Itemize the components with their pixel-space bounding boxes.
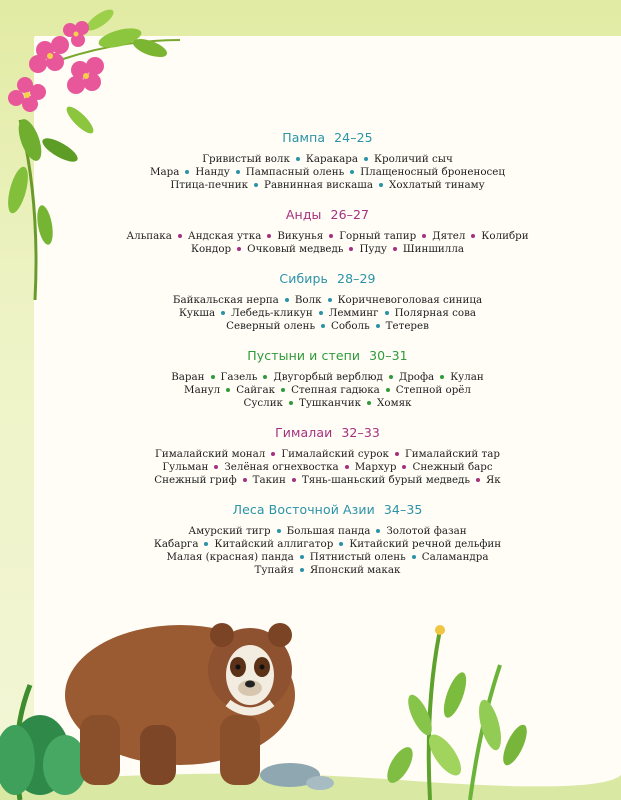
animal-line [34,243,621,256]
section-title: Пампа [282,130,326,145]
bullet-dot [385,311,389,315]
bullet-dot [476,478,480,482]
animal-line [34,294,621,307]
animal-name: Андская утка [187,230,262,242]
contents-section [34,130,621,192]
section-heading[interactable] [34,130,621,145]
bullet-dot [300,568,304,572]
section-title: Леса Восточной Азии [232,502,375,517]
animal-line [34,307,621,320]
animal-name: Гривистый волк [202,153,290,165]
animal-name: Лебедь-кликун [231,307,313,319]
animal-name: Кабарга [153,538,199,550]
animal-name: Альпака [126,230,172,242]
bullet-dot [277,529,281,533]
animal-name: Колибри [481,230,529,242]
animal-name: Горный тапир [339,230,417,242]
section-pages: 28–29 [337,271,376,286]
bullet-dot [339,542,343,546]
animal-line [34,448,621,461]
animal-name: Хохлатый тинаму [388,179,485,191]
animal-name: Сайгак [236,384,276,396]
animal-name: Шиншилла [402,243,465,255]
animal-name: Гималайский монал [155,448,266,460]
animal-name: Каракара [305,153,359,165]
bullet-dot [402,465,406,469]
bullet-dot [292,478,296,482]
animal-name: Як [485,474,501,486]
animal-name: Мархур [354,461,397,473]
section-heading[interactable] [34,425,621,440]
bullet-dot [226,388,230,392]
animal-name: Волк [294,294,322,306]
animal-name: Коричневоголовая синица [337,294,483,306]
bullet-dot [185,170,189,174]
bullet-dot [471,234,475,238]
animal-line [34,153,621,166]
animal-name: Кулан [450,371,484,383]
section-title: Сибирь [279,271,329,286]
animal-name: Плащеносный броненосец [360,166,506,178]
section-title: Пустыни и степи [247,348,361,363]
animal-name: Нанду [195,166,230,178]
contents-section [34,207,621,256]
bullet-dot [221,311,225,315]
animal-line [34,474,621,487]
contents-list [34,130,621,592]
animal-name: Малая (красная) панда [166,551,294,563]
animal-name: Китайский аллигатор [214,538,334,550]
animal-name: Снежный гриф [154,474,237,486]
animal-name: Гималайский сурок [281,448,389,460]
section-title: Анды [285,207,322,222]
animal-name: Степной орёл [395,384,471,396]
animal-name: Байкальская нерпа [172,294,279,306]
animal-name: Пуду [359,243,387,255]
animal-line [34,397,621,410]
contents-section [34,425,621,487]
bullet-dot [440,375,444,379]
bullet-dot [395,452,399,456]
animal-line [34,230,621,243]
animal-name: Викунья [277,230,324,242]
animal-line [34,551,621,564]
bullet-dot [263,375,267,379]
bullet-dot [271,452,275,456]
animal-line [34,384,621,397]
section-heading[interactable] [34,502,621,517]
animal-line [34,179,621,192]
bullet-dot [214,465,218,469]
section-pages: 30–31 [369,348,408,363]
animal-name: Зелёная огнехвостка [224,461,339,473]
bullet-dot [204,542,208,546]
contents-section [34,502,621,577]
animal-line [34,525,621,538]
animal-line [34,166,621,179]
contents-section [34,348,621,410]
bullet-dot [345,465,349,469]
section-pages: 34–35 [383,502,423,517]
animal-name: Манул [184,384,221,396]
bullet-dot [319,311,323,315]
bullet-dot [376,324,380,328]
animal-line [34,564,621,577]
bullet-dot [329,234,333,238]
animal-name: Полярная сова [394,307,477,319]
animal-name: Кондор [190,243,232,255]
animal-name: Суслик [243,397,283,409]
animal-name: Двугорбый верблюд [273,371,383,383]
bullet-dot [267,234,271,238]
animal-name: Китайский речной дельфин [349,538,502,550]
bullet-dot [254,183,258,187]
section-heading[interactable] [34,271,621,286]
animal-name: Очковый медведь [247,243,344,255]
bullet-dot [243,478,247,482]
animal-name: Степная гадюка [291,384,380,396]
section-heading[interactable] [34,348,621,363]
animal-name: Дрофа [398,371,435,383]
section-title: Гималаи [275,425,333,440]
bullet-dot [350,170,354,174]
bullet-dot [376,529,380,533]
animal-name: Такин [252,474,286,486]
animal-name: Японский макак [309,564,401,576]
section-pages: 32–33 [341,425,380,440]
bullet-dot [328,298,332,302]
section-pages: 26–27 [330,207,370,222]
bullet-dot [236,170,240,174]
bear-illustration [0,585,621,800]
animal-name: Кукша [178,307,216,319]
animal-line [34,320,621,333]
animal-name: Пампасный олень [245,166,345,178]
bullet-dot [281,388,285,392]
animal-name: Газель [220,371,258,383]
animal-name: Мара [149,166,180,178]
contents-section [34,271,621,333]
animal-line [34,371,621,384]
animal-name: Пятнистый олень [309,551,406,563]
animal-name: Равнинная вискаша [264,179,373,191]
section-heading[interactable] [34,207,621,222]
bullet-dot [389,375,393,379]
section-pages: 24–25 [334,130,373,145]
animal-name: Гималайский тар [404,448,500,460]
bullet-dot [178,234,182,238]
animal-name: Соболь [331,320,370,332]
animal-line [34,461,621,474]
bullet-dot [364,157,368,161]
animal-line [34,538,621,551]
animal-name: Саламандра [421,551,489,563]
animal-name: Большая панда [286,525,371,537]
animal-name: Снежный барс [412,461,493,473]
bullet-dot [349,247,353,251]
animal-name: Тянь-шаньский бурый медведь [301,474,470,486]
animal-name: Тушканчик [299,397,362,409]
animal-name: Тетерев [385,320,429,332]
bullet-dot [393,247,397,251]
animal-name: Кроличий сыч [374,153,453,165]
animal-name: Лемминг [328,307,379,319]
animal-name: Золотой фазан [386,525,467,537]
bullet-dot [367,401,371,405]
bullet-dot [289,401,293,405]
bullet-dot [321,324,325,328]
bullet-dot [386,388,390,392]
animal-name: Варан [171,371,205,383]
bullet-dot [296,157,300,161]
bullet-dot [285,298,289,302]
animal-name: Дятел [432,230,466,242]
bullet-dot [211,375,215,379]
animal-name: Птица-печник [170,179,249,191]
animal-name: Гульман [162,461,209,473]
bullet-dot [422,234,426,238]
bullet-dot [412,555,416,559]
bullet-dot [379,183,383,187]
animal-name: Тупайя [254,564,294,576]
bullet-dot [237,247,241,251]
animal-name: Амурский тигр [188,525,271,537]
bullet-dot [300,555,304,559]
animal-name: Северный олень [226,320,316,332]
animal-name: Хомяк [377,397,412,409]
